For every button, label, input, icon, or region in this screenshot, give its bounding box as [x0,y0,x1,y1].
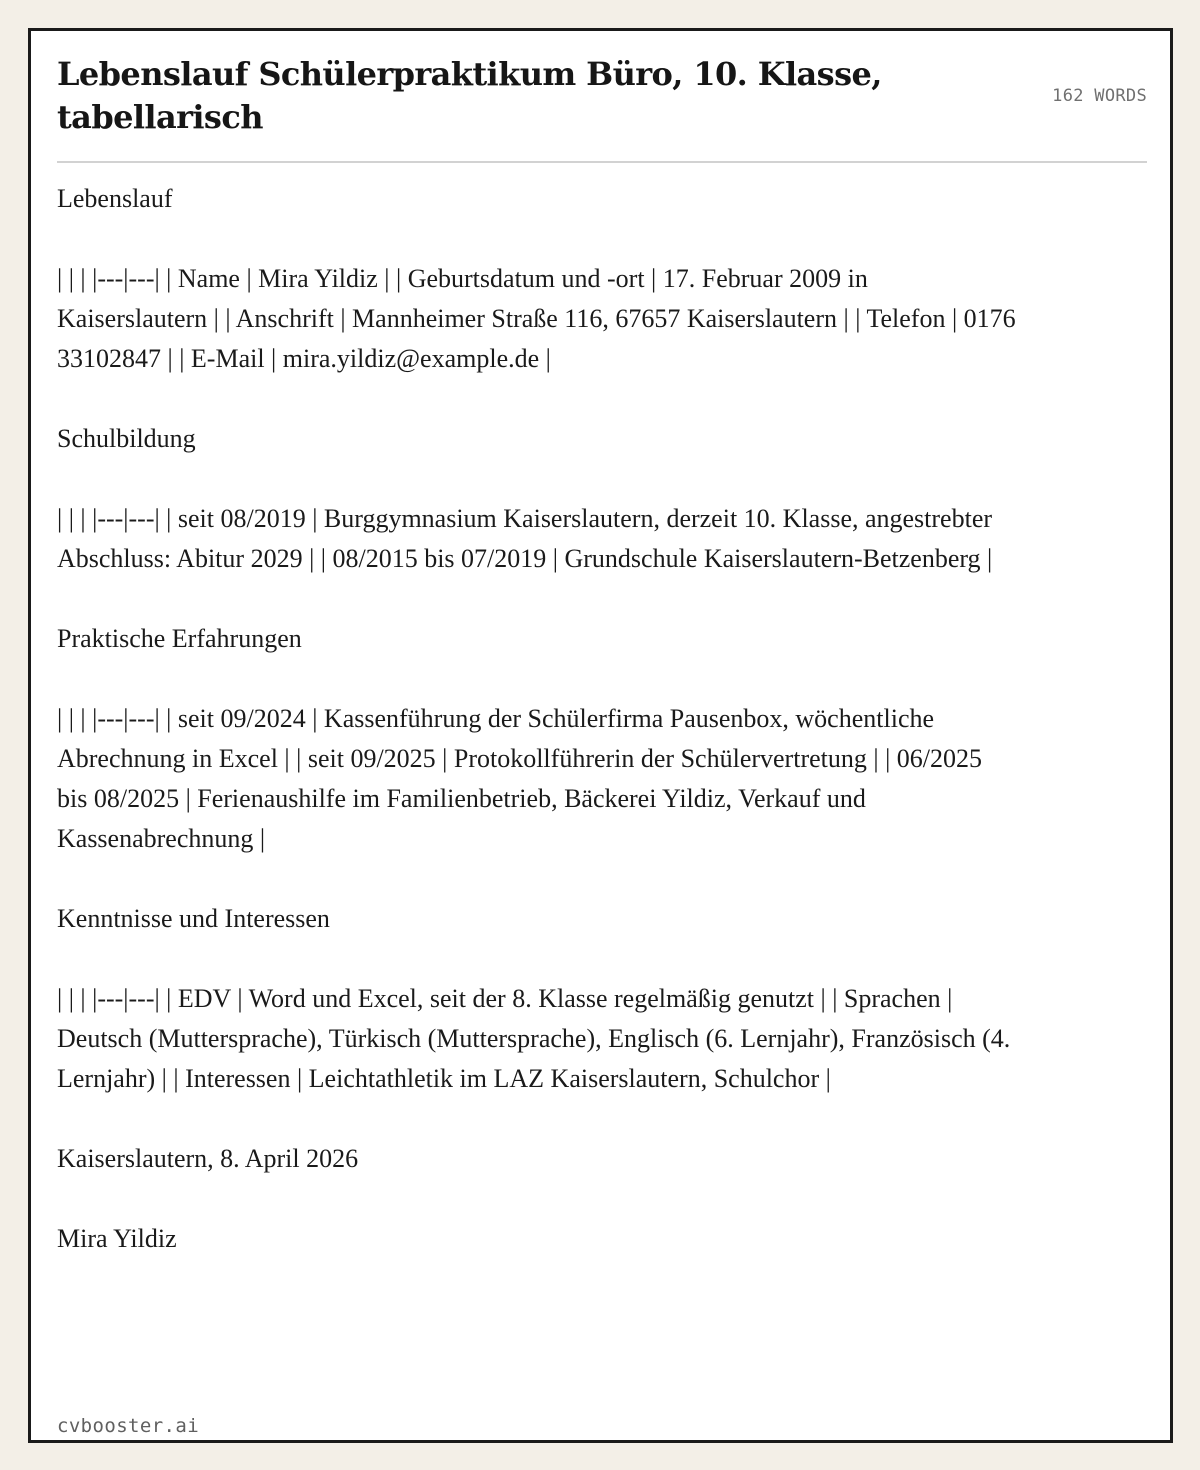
section-heading-schulbildung: Schulbildung [57,424,196,453]
section-heading-kenntnisse: Kenntnisse und Interessen [57,904,330,933]
skills-table-text: | | | |---|---| | EDV | Word und Excel, seit der 8. Klasse regelmäßig genutzt | | Sprachen | Deutsch (Muttersprache), Türkisch (Muttersprache), Englisch (6. Lernjahr), Französisch (4. Lernjahr) | | Interessen | Leichtathletik im LAZ Kaiserslautern, Schulchor | [57,984,1011,1093]
document-card [28,28,1173,1443]
experience-table-text: | | | |---|---| | seit 09/2024 | Kassenführung der Schülerfirma Pausenbox, wöchentliche Abrechnung in Excel | | seit 09/2025 | Protokollführerin der Schülervertretung | | 06/2025 bis 08/2025 | Ferienaushilfe im Familienbetrieb, Bäckerei Yildiz, Verkauf und Kassenabrechnung | [57,704,982,853]
document-body [57,179,1017,1259]
signature-name: Mira Yildiz [57,1224,177,1253]
word-count-badge: 162 WORDS [1052,86,1147,106]
personal-data-table-text: | | | |---|---| | Name | Mira Yildiz | | Geburtsdatum und -ort | 17. Februar 2009 in Kaiserslautern | | Anschrift | Mannheimer Straße 116, 67657 Kaiserslautern | | Telefon | 0176 33102847 | | E-Mail | mira.yildiz@example.de | [57,264,1016,373]
place-and-date: Kaiserslautern, 8. April 2026 [57,1144,359,1173]
section-heading-lebenslauf: Lebenslauf [57,184,173,213]
education-table-text: | | | |---|---| | seit 08/2019 | Burggymnasium Kaiserslautern, derzeit 10. Klasse, angestrebter Abschluss: Abitur 2029 | | 08/2015 bis 07/2019 | Grundschule Kaiserslautern-Betzenberg | [57,504,993,573]
section-heading-praktische-erfahrungen: Praktische Erfahrungen [57,624,302,653]
footer-brand: cvbooster.ai [57,1415,200,1437]
document-title: Lebenslauf Schülerpraktikum Büro, 10. Klasse, tabellarisch [57,55,882,136]
header-divider [57,161,1147,163]
document-header [57,53,1147,161]
